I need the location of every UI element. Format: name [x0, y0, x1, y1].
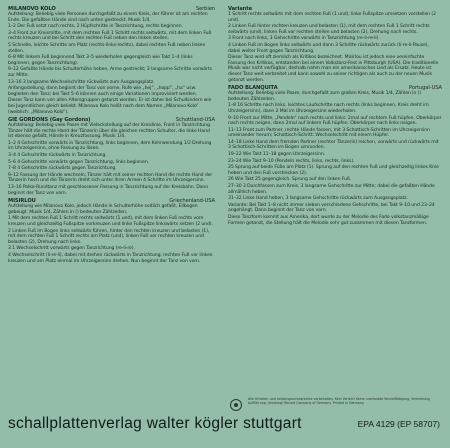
dance-section	[8, 198, 215, 264]
instruction-paragraph: 27–30 3 Durchfassen zum Kreis, 3 langsame Gehschritte zur Mitte; dabei die gefaßten Hände allmählich heben.	[228, 184, 435, 195]
instruction-paragraph: 31–32 Linke Hand heben, 3 langsame Gehschritte rückwärts zum Ausgangsplatz.	[228, 196, 408, 202]
section-title: MILANOVO KOLO	[8, 6, 56, 12]
publisher-name: schallplattenverlag walter kögler stuttgart	[8, 415, 302, 432]
instruction-paragraph: Dieser Tanz kann von allen Altersgruppen getanzt werden. Er ist daher bei Schulkindern wie bei Jugendlichen gleich beliebt. Milanovo Kolo heißt nach dem Namen „Milanovo Kolo“ (weiblich: „Milanovo Kolo“).	[8, 98, 212, 115]
instruction-paragraph: 26 Wie Takt 25 gegengleich. Sprung auf den linken Fuß.	[228, 177, 352, 183]
instruction-paragraph: 9–10 Front zur Mitte, „Pendeln“ nach rechts und links: 2mal auf rechtem Fuß hüpfen. Oberkörper nach rechts neigen, dann 2mal auf linkem Fuß hüpfen. Oberkörper nach links neigen.	[228, 115, 442, 127]
footer	[0, 396, 450, 448]
section-origin: Schottland-USA	[175, 117, 215, 124]
instruction-paragraph: 1–8 16 Schritte nach links, leichtes Laufschritte nach rechts (links beginnen, Kreis dreht im Uhrzeigersinn), dann 2 Mal im Uhrzeigersinn wiederholen.	[228, 103, 429, 114]
instruction-paragraph: 1 Schritt rechts seitwärts mit dem rechten Fuß (1 und), linke Fußspitze umsetzen vorstellen (2 und).	[228, 12, 436, 23]
instruction-paragraph: 4 Linken Fuß im Bogen links seitwärts und dann 3 Schritte rückwärts zurück (li-re-li-Pause), dabei weiter Front gegen Tanzrichtung.	[228, 42, 429, 54]
catalog-number: EPA 4129 (EP 58707)	[357, 419, 440, 429]
instruction-paragraph: 1 Mit dem rechten Fuß 1 Schritt rechts seitwärts (1 und), mit dem linken Fuß rechts vorn kreuzen und gleichzeitig Fußspitze vorkreuzen und linke Fußspitze linkswärts setzen (2 und).	[8, 216, 213, 227]
section-origin: Serbien	[195, 6, 215, 12]
instruction-paragraph: 13–16 3 langsame Wechselschritte rückwärts zum Ausgangsplatz.	[8, 79, 155, 85]
section-title: GIE GORDONS (Gay Gordons)	[8, 117, 91, 124]
instruction-paragraph: 1–2 Der Fuß setzt nach rechts, 2 Hüpfschritte in Tanzrichtung, rechts beginnen.	[8, 24, 183, 30]
instruction-paragraph: 2 Linken Fuß hinter rechten kreuzen und belasten (1), mit dem rechten Fuß 1 Schritt rechts seitwärts (und), linken Fuß vor rechten stellen und belasten (2), Drehung nach rechts.	[228, 24, 430, 35]
instruction-paragraph: 4 Wechselschritt (li-re-li), dabei mit drehen rückwärts in Tanzrichtung; rechten Fuß vor linken kreuzen und am Platz einmal im Uhrzeigersinn drehen. Nun beginnt der Tanz von vorn.	[8, 252, 213, 264]
instruction-paragraph: Aufstellung wie Milanovo Kolo, jedoch Hände in Schulterhöhe seitlich gefaßt, Ellbogen gebeugt. Musik 1/4, Zählen in () bedeuten Zählzeiten.	[8, 204, 198, 215]
instruction-paragraph: Aufstellung: Beliebig viele Personen durchgefaßt zu einem Kreis, der führer ist am rechten Ende. Die gefaßten Hände sind nach unten gestreckt. Musik 1/4.	[8, 12, 208, 23]
section-title: MISIRLOU	[8, 198, 36, 205]
instruction-paragraph: Aufstellung: Beliebig viele Paare, durchgefaßt zum großen Kreis, Musik 1/4, Zählen in () bedeuten Zählzeiten.	[228, 91, 421, 102]
section-title: Variante	[228, 6, 253, 12]
right-column	[228, 6, 442, 228]
section-title: FADO BLANQUITA	[228, 85, 278, 92]
instruction-paragraph: 5–6 4 Gehschritte vorwärts gegen Tanzrichtung, links beginnen.	[8, 159, 150, 165]
instruction-paragraph: Dieser Tanz wird oft ziemlich als Kritikos bezeichnet. Misirlou ist jedoch eine vereinfachte Fassung des Kritikos, entstanden bei einem Volkstanz-Fest in Pittsburgh (USA). Die traditionelle Musik war nicht verfügbar, deshalb nahm man ein amerikanisches Lied als Ersatz. Heute ist dieser Tanz weit verbreitet und kann sowohl zu seiner richtigen als auch zu der neuen Musik getanzt werden.	[228, 55, 439, 83]
instruction-paragraph: 23–24 Wie Takt 9–10 (Pendeln rechts, links, rechts, links).	[228, 158, 355, 164]
left-column	[8, 6, 215, 266]
rights-text: Alle Urheber- und Leistungsschutzrechte vorbehalten. Kein Verleih! Keine unerlaubte Vervielfältigung, Vermietung, Aufführung, Sendung! Record Company of Germany. Printed in Germany.	[248, 397, 431, 405]
instruction-paragraph: 2 Linken Fuß im Bogen links seitwärts führen, hinter den rechten kreuzen und belasten (1), mit dem rechten Fuß 1 Schritt rechts am Platz (und), linken Fuß vor rechten kreuzen und belasten (2), Drehung nach links.	[8, 228, 210, 245]
dance-section	[8, 6, 215, 115]
instruction-paragraph: 6–8 Mit linkem Fuß beginnend Takt 3–5 wiederholen gegengleich wie Takt 1–4 (links beginnen, gegen Tanzrichtung).	[8, 55, 193, 66]
instruction-paragraph: Anfangsstellung, dann beginnt der Tanz von vorne. Rufe wie „hej“, „hopp“, „ha“ usw. begleiten den Tanz; bei Takt 5–6 können auch einige Variationen improvisiert werden.	[8, 86, 197, 97]
instruction-paragraph: 3–4 Front zur Kreismitte, mit dem rechten Fuß 1 Schritt rechts seitwärts, mit dem linken Fuß rechts kreuzen und bei Schritt den rechten Fuß neben den linken stellen.	[8, 30, 212, 42]
dance-section	[228, 85, 442, 226]
instruction-paragraph: 25 Sprung auf beide Füße am Platz (1). Sprung auf den rechten Fuß und gleichzeitig linkes Knie heben und den Fuß vorstrecken (2).	[228, 165, 439, 176]
section-origin: Griechenland-USA	[169, 198, 215, 205]
instruction-paragraph: Aufstellung: Beliebig viele Paare mit Vieleckstellung auf der Kreislinie, Front in Tanzrichtung. Tänzer hält die rechte Hand der Tänzerin über die gleichen rechten Schulter, die linke Hand ist ebenso gefaßt, Hände in Kreuzfassung. Musik 1/4.	[8, 123, 212, 140]
instruction-paragraph: Diese Tanzform kommt aus Amerika, dort wurde zu der Melodie des Fado volkstanzmäßige Formen getanzt, die Stellung hält die Melodie sehr gut zusammen mit diesen Tanzformen.	[228, 215, 429, 226]
instruction-paragraph: 3 Front nach links, 3 Gehschritte vorwärts in Tanzrichtung (re-li-re-li).	[228, 36, 380, 42]
instruction-paragraph: 14–18 Linke Hand dem fremden Partner (rechter Tänzerin) reichen, vorwärts und rückwärts mit 3 Schottisch-Schritten im Bogen umrunden.	[228, 139, 439, 151]
section-origin: Portugal-USA	[409, 85, 442, 92]
instruction-paragraph: 11–13 Front zum Partner, rechte Hände fassen, mit 3 Schottisch-Schritten im Uhrzeigersinn umeinander herum; Schottisch-Schritt: Wechselschritt mit einem Hüpfer.	[228, 127, 430, 139]
instruction-paragraph: 9–12 Fassung der Hände wechseln; Tänzer hält mit seiner rechten Hand die rechte Hand der Tänzerin hoch und die Tänzerin dreht sich unter ihren Armen 4 Schritte im Uhrzeigersinn.	[8, 172, 213, 184]
instruction-paragraph: 5 Schnelle, leichte Schritte am Platz (rechts-links-rechts), dabei rechten Fuß neben linken stellen.	[8, 42, 206, 54]
instruction-paragraph: 1–2 4 Gehschritte vorwärts in Tanzrichtung, links beginnen, dem Kehrwendung 1/2 Drehung im Uhrzeigersinn, ohne Fassung zu lösen.	[8, 140, 212, 152]
instruction-paragraph: 3 1 Wechselschritt vorwärts gegen Tanzrichtung (re-li-re).	[8, 246, 135, 252]
instruction-paragraph: Variante: Bei Takt 1–8 nicht immer sieben verschiedene Gehschritte, bei Takt 9–10 und 23–24 angehängt. Dann beginnt der Tanz von vorn.	[228, 202, 435, 214]
instruction-paragraph: 7–8 4 Gehschritte rückwärts gegen Tanzrichtung.	[8, 166, 117, 172]
instruction-paragraph: 3–4 4 Gehschritte rückwärts in Tanzrichtung.	[8, 153, 107, 159]
instruction-paragraph: 19–22 Wie Takt 11–18 gegen Uhrzeigersinn.	[228, 152, 326, 158]
rights-logo-icon	[230, 399, 242, 411]
instruction-paragraph: 13–16 Polka-Rundtanz mit geschlossener Fassung in Tanzrichtung auf der Kreisbahn. Dann beginnt der Tanz von vorn.	[8, 185, 209, 196]
instruction-paragraph: 9–12 Gefaßte Hände bis Schulterhöhe heben, Arme gestreckt; 3 langsame Schritte vorwärts zur Mitte.	[8, 67, 212, 78]
dance-section	[228, 6, 442, 83]
dance-section	[8, 117, 215, 196]
